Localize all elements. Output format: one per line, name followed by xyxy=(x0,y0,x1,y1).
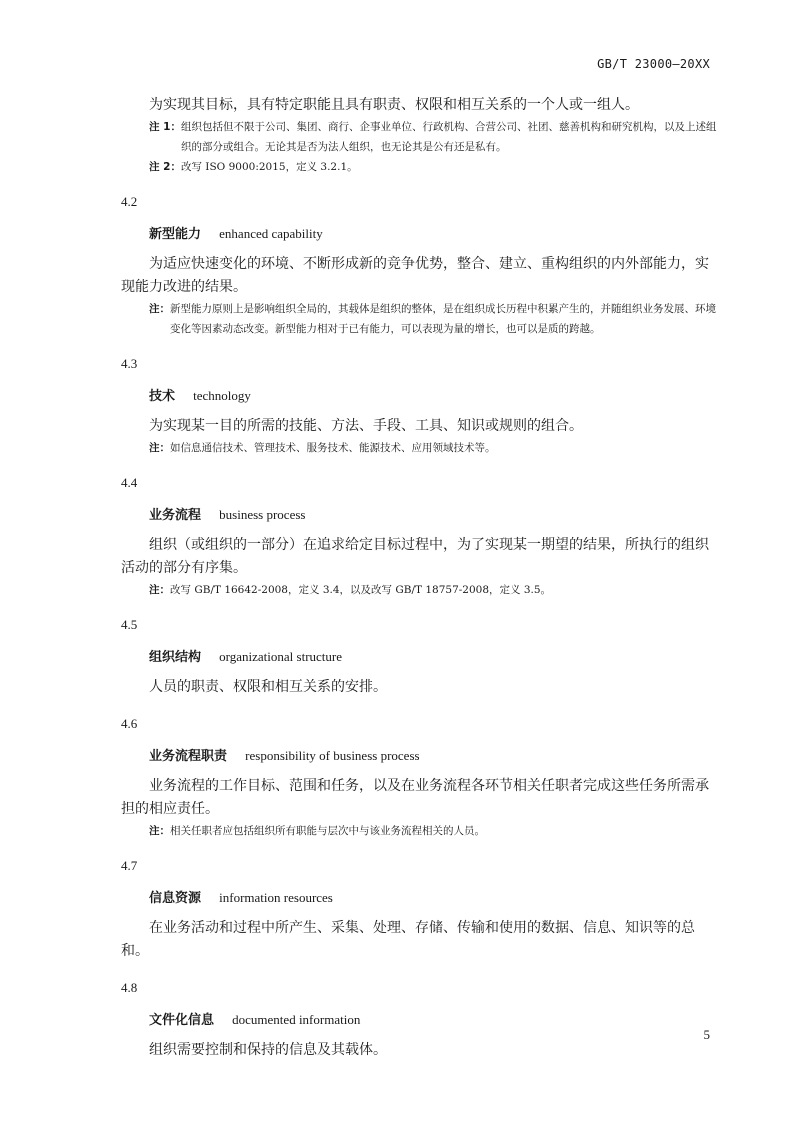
note-label: 注 1： xyxy=(149,121,181,133)
clause-4-6 xyxy=(121,714,717,841)
page-number: 5 xyxy=(703,1027,710,1042)
clause-4-7 xyxy=(121,856,717,963)
note-label: 注： xyxy=(149,584,170,596)
definition-text: 人员的职责、权限和相互关系的安排。 xyxy=(149,679,387,695)
term-english: documented information xyxy=(232,1012,361,1027)
term-chinese: 新型能力 xyxy=(149,227,202,242)
note-label: 注 2： xyxy=(149,161,181,173)
term-heading xyxy=(149,224,717,245)
term-chinese: 业务流程职责 xyxy=(149,749,228,764)
note xyxy=(149,821,717,841)
clause-number: 4.8 xyxy=(121,980,138,995)
term-english: technology xyxy=(193,388,251,403)
note-text: 组织包括但不限于公司、集团、商行、企事业单位、行政机构、合营公司、社团、慈善机构和研究机构，以及上述组织的部分或组合。无论其是否为法人组织，也无论其是公有还是私有。 xyxy=(180,121,717,153)
note-label: 注： xyxy=(149,303,170,315)
document-id: GB/T 23000—20XX xyxy=(597,57,710,71)
note-label: 注： xyxy=(149,825,170,837)
term-chinese: 文件化信息 xyxy=(149,1013,215,1028)
clause-number: 4.3 xyxy=(121,356,138,371)
term-english: responsibility of business process xyxy=(245,748,420,763)
term-chinese: 技术 xyxy=(149,389,176,404)
term-chinese: 业务流程 xyxy=(149,508,202,523)
clause-4-5 xyxy=(121,615,717,699)
note-text: 相关任职者应包括组织所有职能与层次中与该业务流程相关的人员。 xyxy=(170,825,485,837)
note-text: 如信息通信技术、管理技术、服务技术、能源技术、应用领域技术等。 xyxy=(170,442,496,454)
term-chinese: 组织结构 xyxy=(149,650,202,665)
term-heading xyxy=(149,746,717,767)
note xyxy=(149,299,717,339)
document-body xyxy=(121,94,717,1062)
note xyxy=(149,438,717,458)
clause-4-8 xyxy=(121,978,717,1062)
clause-number: 4.2 xyxy=(121,194,138,209)
term-heading xyxy=(149,647,717,668)
definition-text: 在业务活动和过程中所产生、采集、处理、存储、传输和使用的数据、信息、知识等的总和。 xyxy=(121,920,695,959)
definition-text: 为实现其目标，具有特定职能且具有职责、权限和相互关系的一个人或一组人。 xyxy=(149,97,639,113)
clause-number: 4.7 xyxy=(121,858,138,873)
note xyxy=(149,117,717,157)
term-english: information resources xyxy=(219,890,333,905)
note-label: 注： xyxy=(149,442,170,454)
clause-4-2 xyxy=(121,192,717,339)
definition-text: 为实现某一目的所需的技能、方法、手段、工具、知识或规则的组合。 xyxy=(149,418,583,434)
definition-text: 为适应快速变化的环境、不断形成新的竞争优势，整合、建立、重构组织的内外部能力，实现能力改进的结果。 xyxy=(121,256,709,295)
definition-text: 组织（或组织的一部分）在追求给定目标过程中，为了实现某一期望的结果，所执行的组织活动的部分有序集。 xyxy=(121,537,709,576)
note-text: 改写 ISO 9000:2015，定义 3.2.1。 xyxy=(180,161,358,173)
note xyxy=(149,157,717,177)
term-english: enhanced capability xyxy=(219,226,323,241)
definition-text: 业务流程的工作目标、范围和任务，以及在业务流程各环节相关任职者完成这些任务所需承担的相应责任。 xyxy=(121,778,709,817)
definition-text: 组织需要控制和保持的信息及其载体。 xyxy=(149,1042,387,1058)
note-text: 新型能力原则上是影响组织全局的，其载体是组织的整体，是在组织成长历程中积累产生的，并随组织业务发展、环境变化等因素动态改变。新型能力相对于已有能力，可以表现为量的增长，也可以是质的跨越。 xyxy=(170,303,716,335)
clause-number: 4.6 xyxy=(121,716,138,731)
term-english: business process xyxy=(219,507,306,522)
clause-number: 4.5 xyxy=(121,617,138,632)
term-heading xyxy=(149,505,717,526)
term-chinese: 信息资源 xyxy=(149,891,202,906)
term-heading xyxy=(149,1010,717,1031)
term-heading xyxy=(149,386,717,407)
clause-4-3 xyxy=(121,354,717,458)
term-english: organizational structure xyxy=(219,649,343,664)
clause-number: 4.4 xyxy=(121,475,138,490)
note xyxy=(149,580,717,600)
clause-4-4 xyxy=(121,473,717,600)
term-heading xyxy=(149,888,717,909)
note-text: 改写 GB/T 16642-2008，定义 3.4，以及改写 GB/T 18757-2008，定义 3.5。 xyxy=(170,584,552,596)
